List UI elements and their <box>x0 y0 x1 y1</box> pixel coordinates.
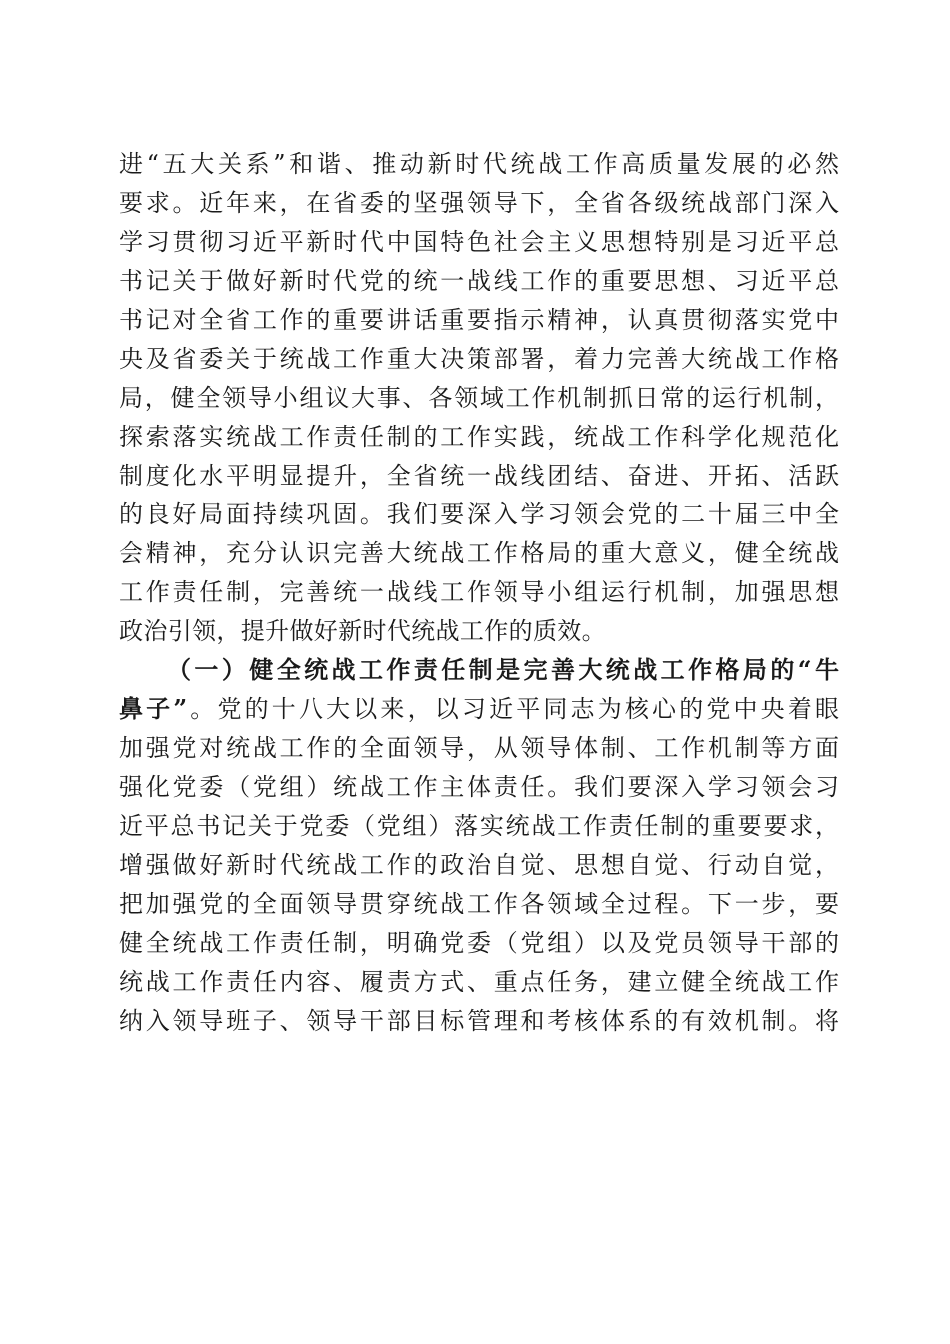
text-line: 书记关于做好新时代党的统一战线工作的重要思想、习近平总 <box>119 266 839 295</box>
text-line: 纳入领导班子、领导干部目标管理和考核体系的有效机制。将 <box>119 1006 839 1035</box>
text-line: 探索落实统战工作责任制的工作实践，统战工作科学化规范化 <box>119 422 839 451</box>
text-line: 书记对全省工作的重要讲话重要指示精神，认真贯彻落实党中 <box>119 305 839 334</box>
text-line: 学习贯彻习近平新时代中国特色社会主义思想特别是习近平总 <box>119 227 839 256</box>
body-text <box>119 145 839 1041</box>
text-line: 加强党对统战工作的全面领导，从领导体制、工作机制等方面 <box>119 734 839 763</box>
paragraph-section-one <box>119 651 839 1040</box>
text-line <box>119 690 839 729</box>
text-line: 近平总书记关于党委（党组）落实统战工作责任制的重要要求， <box>119 811 839 840</box>
text-line: 把加强党的全面领导贯穿统战工作各领域全过程。下一步，要 <box>119 889 839 918</box>
text-line: 统战工作责任内容、履责方式、重点任务，建立健全统战工作 <box>119 967 839 996</box>
text-line: 制度化水平明显提升，全省统一战线团结、奋进、开拓、活跃 <box>119 461 839 490</box>
section-heading: （一）健全统战工作责任制是完善大统战工作格局的“牛 <box>167 655 839 685</box>
text-line-rest: 。党的十八大以来，以习近平同志为核心的党中央着眼 <box>187 695 840 724</box>
text-line: 工作责任制，完善统一战线工作领导小组运行机制，加强思想 <box>119 578 839 607</box>
text-line: 强化党委（党组）统战工作主体责任。我们要深入学习领会习 <box>119 773 839 801</box>
text-line: 的良好局面持续巩固。我们要深入学习领会党的二十届三中全 <box>119 500 839 529</box>
text-line: 央及省委关于统战工作重大决策部署，着力完善大统战工作格 <box>119 344 839 373</box>
text-line: 会精神，充分认识完善大统战工作格局的重大意义，健全统战 <box>119 539 839 568</box>
text-line: 局，健全领导小组议大事、各领域工作机制抓日常的运行机制， <box>119 383 839 412</box>
text-line: 增强做好新时代统战工作的政治自觉、思想自觉、行动自觉， <box>119 850 839 879</box>
text-line: 政治引领，提升做好新时代统战工作的质效。 <box>119 617 606 646</box>
section-heading-continuation: 鼻子” <box>119 694 188 724</box>
text-line: 进“五大关系”和谐、推动新时代统战工作高质量发展的必然 <box>119 150 839 178</box>
text-line: 要求。近年来，在省委的坚强领导下，全省各级统战部门深入 <box>119 188 839 217</box>
text-line: 健全统战工作责任制，明确党委（党组）以及党员领导干部的 <box>119 928 839 957</box>
paragraph-intro <box>119 145 839 651</box>
